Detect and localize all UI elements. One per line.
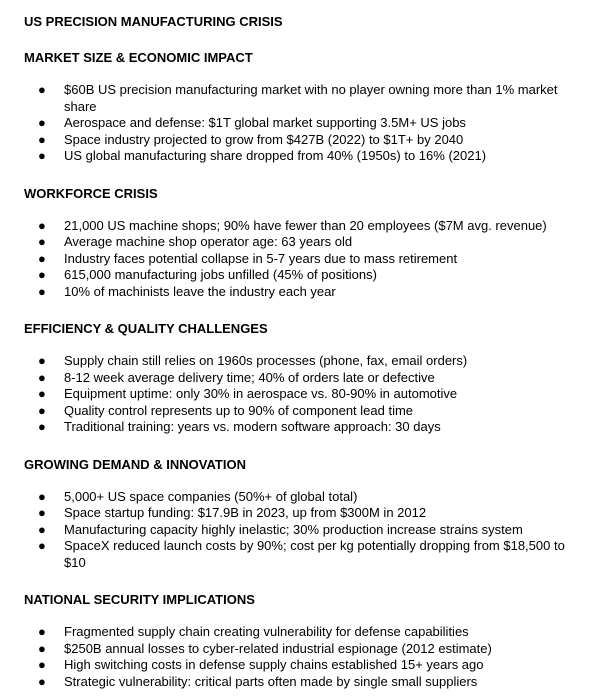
bullet-icon: ● — [38, 640, 46, 656]
bullet-list — [24, 218, 575, 301]
list-item-text: Equipment uptime: only 30% in aerospace vs. 80-90% in automotive — [64, 386, 458, 401]
list-item-text: 21,000 US machine shops; 90% have fewer than 20 employees ($7M avg. revenue) — [64, 217, 547, 233]
bullet-icon: ● — [38, 521, 46, 537]
list-item — [24, 234, 575, 251]
list-item-text: $250B annual losses to cyber-related industrial espionage (2012 estimate) — [64, 640, 492, 656]
list-item-text: Strategic vulnerability: critical parts often made by single small suppliers — [64, 673, 478, 689]
section-national-security — [24, 592, 575, 690]
list-item — [24, 267, 575, 284]
document-title: US PRECISION MANUFACTURING CRISIS — [24, 14, 283, 29]
list-item-text: 10% of machinists leave the industry each year — [64, 283, 336, 299]
bullet-icon: ● — [38, 624, 46, 639]
section-efficiency-quality — [24, 321, 575, 436]
list-item — [24, 386, 575, 403]
list-item — [24, 522, 575, 539]
list-item-text: Space startup funding: $17.9B in 2023, up from $300M in 2012 — [64, 505, 427, 520]
bullet-icon: ● — [38, 369, 46, 385]
bullet-icon: ● — [38, 386, 46, 401]
bullet-icon: ● — [38, 657, 46, 672]
bullet-icon: ● — [38, 488, 46, 504]
section-heading: NATIONAL SECURITY IMPLICATIONS — [24, 592, 255, 607]
list-item — [24, 419, 575, 436]
bullet-icon: ● — [38, 131, 46, 147]
list-item — [24, 284, 575, 301]
section-heading: WORKFORCE CRISIS — [24, 185, 158, 201]
section-heading: EFFICIENCY & QUALITY CHALLENGES — [24, 321, 268, 336]
list-item-text: 5,000+ US space companies (50%+ of global total) — [64, 488, 358, 504]
list-item — [24, 505, 575, 522]
bullet-icon: ● — [38, 82, 46, 97]
list-item — [24, 624, 575, 641]
list-item-text: SpaceX reduced launch costs by 90%; cost per kg potentially dropping from $18,500 to $10 — [64, 538, 565, 570]
section-market-size — [24, 50, 575, 165]
list-item-text: 615,000 manufacturing jobs unfilled (45% of positions) — [64, 267, 377, 282]
list-item-text: Manufacturing capacity highly inelastic; 30% production increase strains system — [64, 521, 523, 537]
bullet-icon: ● — [38, 148, 46, 163]
list-item-text: Industry faces potential collapse in 5-7 years due to mass retirement — [64, 250, 458, 266]
bullet-icon: ● — [38, 267, 46, 282]
section-growing-demand — [24, 457, 575, 572]
list-item-text: High switching costs in defense supply chains established 15+ years ago — [64, 657, 484, 672]
list-item — [24, 674, 575, 691]
list-item — [24, 538, 575, 571]
bullet-list — [24, 624, 575, 690]
list-item-text: Traditional training: years vs. modern software approach: 30 days — [64, 419, 441, 434]
list-item — [24, 218, 575, 235]
bullet-icon: ● — [38, 250, 46, 266]
bullet-list — [24, 82, 575, 165]
bullet-icon: ● — [38, 234, 46, 249]
list-item-text: Fragmented supply chain creating vulnerability for defense capabilities — [64, 624, 469, 639]
list-item-text: Quality control represents up to 90% of component lead time — [64, 402, 414, 418]
list-item — [24, 489, 575, 506]
list-item — [24, 403, 575, 420]
list-item-text: $60B US precision manufacturing market with no player owning more than 1% market share — [64, 82, 558, 114]
list-item — [24, 251, 575, 268]
list-item-text: Aerospace and defense: $1T global market supporting 3.5M+ US jobs — [64, 115, 466, 130]
bullet-icon: ● — [38, 353, 46, 368]
list-item-text: Supply chain still relies on 1960s processes (phone, fax, email orders) — [64, 353, 468, 368]
bullet-icon: ● — [38, 115, 46, 130]
list-item — [24, 132, 575, 149]
list-item-text: Space industry projected to grow from $427B (2022) to $1T+ by 2040 — [64, 131, 464, 147]
section-workforce-crisis — [24, 186, 575, 301]
bullet-icon: ● — [38, 283, 46, 299]
list-item-text: Average machine shop operator age: 63 years old — [64, 234, 353, 249]
list-item — [24, 82, 575, 115]
list-item — [24, 115, 575, 132]
list-item — [24, 657, 575, 674]
section-heading: MARKET SIZE & ECONOMIC IMPACT — [24, 50, 253, 65]
bullet-list — [24, 353, 575, 436]
list-item — [24, 370, 575, 387]
bullet-icon: ● — [38, 673, 46, 689]
bullet-icon: ● — [38, 505, 46, 520]
bullet-list — [24, 489, 575, 572]
bullet-icon: ● — [38, 419, 46, 434]
bullet-icon: ● — [38, 217, 46, 233]
list-item — [24, 148, 575, 165]
list-item-text: US global manufacturing share dropped from 40% (1950s) to 16% (2021) — [64, 148, 487, 163]
list-item — [24, 641, 575, 658]
section-heading: GROWING DEMAND & INNOVATION — [24, 456, 246, 472]
list-item — [24, 353, 575, 370]
list-item-text: 8-12 week average delivery time; 40% of orders late or defective — [64, 369, 435, 385]
bullet-icon: ● — [38, 538, 46, 553]
bullet-icon: ● — [38, 402, 46, 418]
